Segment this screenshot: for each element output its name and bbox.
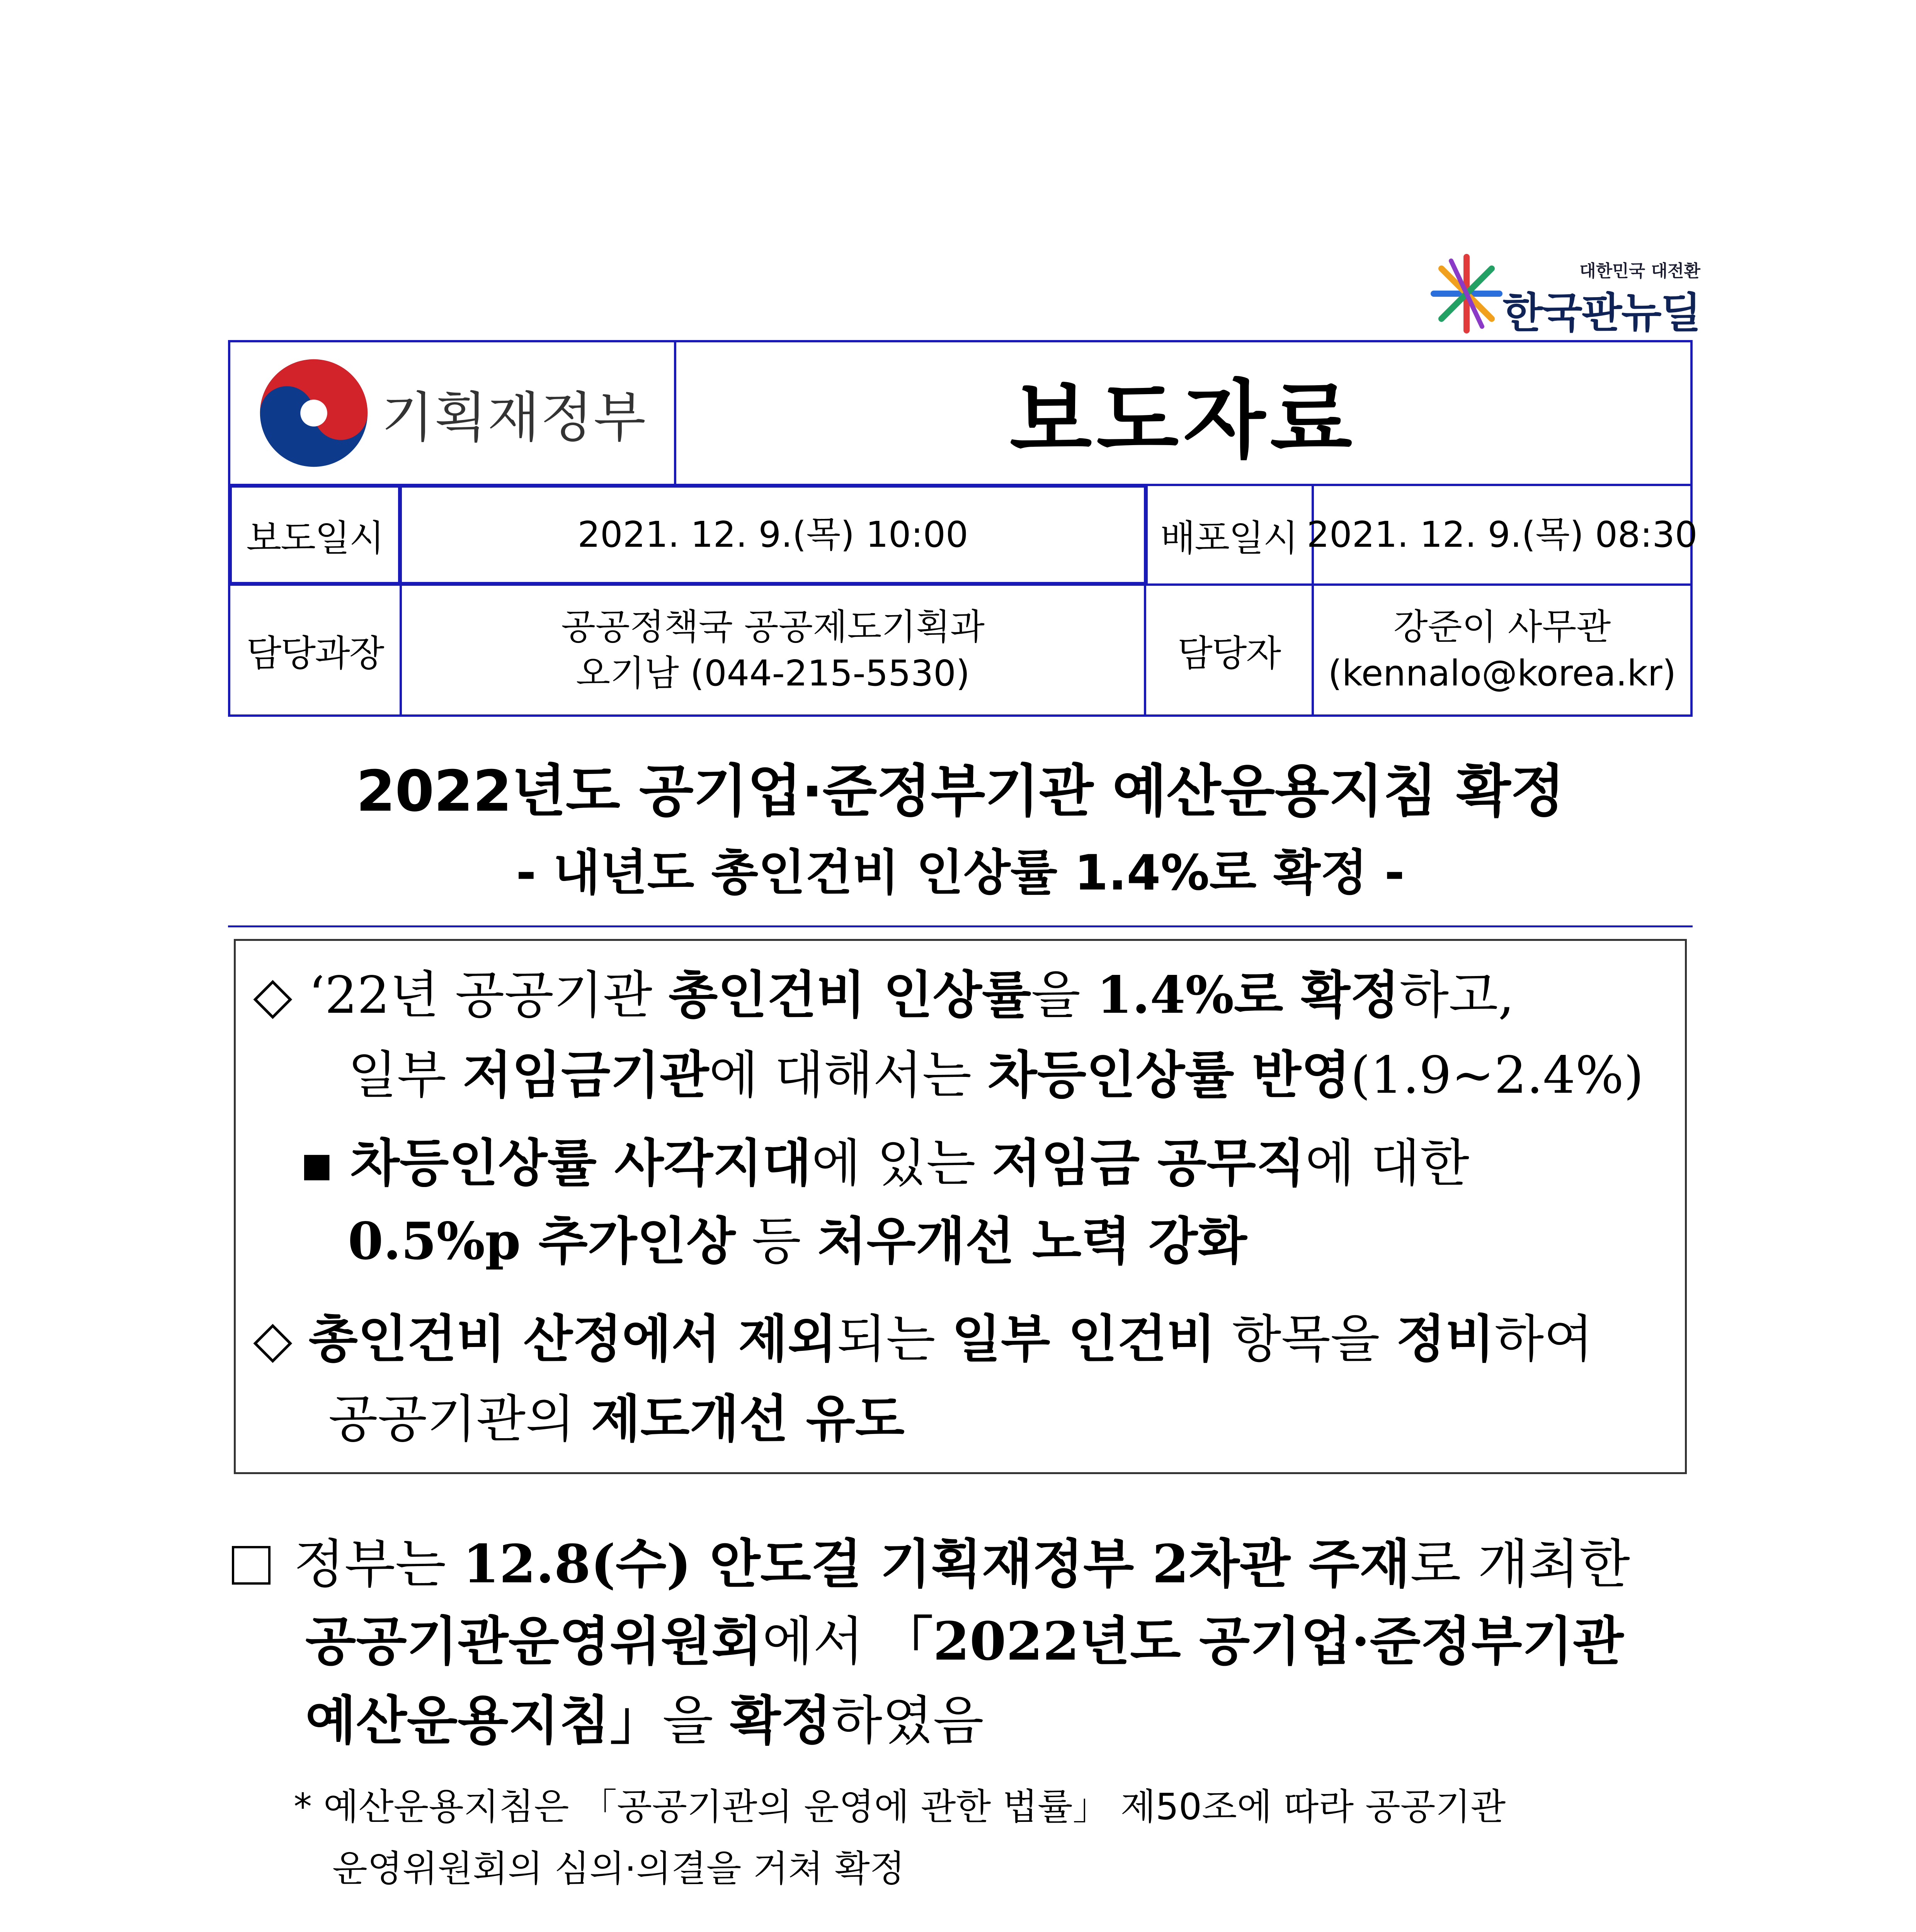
press-release-title: 보도자료 [1009, 371, 1357, 470]
summary-item-2-line-1: ▪ 차등인상률 사각지대에 있는 저임금 공무직에 대한 [299, 1133, 1469, 1193]
body-paragraph-1-line-2: 공공기관운영위원회에서 「2022년도 공기업·준정부기관 [305, 1611, 1624, 1672]
new-deal-star-icon [1430, 253, 1503, 334]
contact-label-cell [1144, 583, 1314, 717]
summary-box [234, 939, 1687, 1474]
diamond-bullet-icon: ◇ [253, 1310, 309, 1369]
division-label: 담당과장 [246, 633, 384, 675]
summary-item-1-line-2: 일부 저임금기관에 대해서는 차등인상률 반영(1.9~2.4%) [348, 1045, 1644, 1105]
distribution-label-cell [1144, 484, 1314, 586]
summary-item-1-line-1: ◇ ‘22년 공공기관 총인건비 인상률을 1.4%로 확정하고, [253, 965, 1514, 1025]
distribution-datetime: 2021. 12. 9.(목) 08:30 [1307, 514, 1698, 556]
summary-item-3-line-2: 공공기관의 제도개선 유도 [328, 1389, 905, 1449]
press-title-cell [674, 340, 1693, 486]
distribution-value-cell [1307, 484, 1698, 586]
footnote-1-line-1: * 예산운용지침은 「공공기관의 운영에 관한 법률」 제50조에 따라 공공기관 [294, 1786, 1506, 1828]
headline-subtitle: - 내년도 총인건비 인상률 1.4%로 확정 - [516, 844, 1405, 901]
press-release-header [228, 340, 1698, 717]
ministry-name: 기획재정부 [381, 386, 647, 449]
checkbox-bullet-icon [232, 1546, 271, 1585]
new-deal-name: 한국판뉴딜 [1503, 289, 1700, 337]
diamond-bullet-icon: ◇ [253, 966, 309, 1025]
division-name: 공공정책국 공공제도기획과 [561, 606, 985, 648]
square-bullet-icon: ▪ [299, 1134, 351, 1193]
release-value-cell [398, 484, 1148, 586]
ministry-logo-cell [228, 340, 676, 486]
summary-item-3-line-1: ◇ 총인건비 산정에서 제외되는 일부 인건비 항목을 정비하여 [253, 1309, 1593, 1369]
contact-email[interactable]: (kennalo@korea.kr) [1328, 652, 1676, 694]
contact-label: 담당자 [1177, 633, 1281, 675]
headline-title: 2022년도 공기업·준정부기관 예산운용지침 확정 [356, 759, 1565, 824]
contact-value-cell [1312, 583, 1693, 717]
distribution-label: 배포일시 [1160, 517, 1298, 560]
asterisk-icon: * [294, 1786, 323, 1828]
division-head-contact: 오기남 (044-215-5530) [576, 652, 970, 694]
headline [228, 746, 1693, 904]
release-label-cell [228, 484, 402, 586]
contact-name: 강준이 사무관 [1393, 606, 1611, 648]
release-label: 보도일시 [246, 517, 384, 560]
new-deal-subtitle: 대한민국 대전환 [1579, 261, 1700, 281]
ministry-emblem-icon [258, 357, 370, 469]
division-label-cell [228, 583, 402, 717]
division-value-cell [400, 583, 1146, 717]
summary-item-2-line-2: 0.5%p 추가인상 등 처우개선 노력 강화 [348, 1211, 1247, 1271]
footnote-1-line-2: 운영위원회의 심의·의결을 거쳐 확정 [332, 1848, 905, 1890]
headline-divider [228, 925, 1693, 927]
korean-new-deal-logo [1430, 249, 1700, 338]
body-paragraph-1-line-1: 정부는 12.8(수) 안도걸 기획재정부 2차관 주재로 개최한 [232, 1538, 1630, 1591]
body-paragraph-1-line-3: 예산운용지침」을 확정하였음 [305, 1690, 984, 1752]
release-datetime: 2021. 12. 9.(목) 10:00 [577, 514, 968, 556]
